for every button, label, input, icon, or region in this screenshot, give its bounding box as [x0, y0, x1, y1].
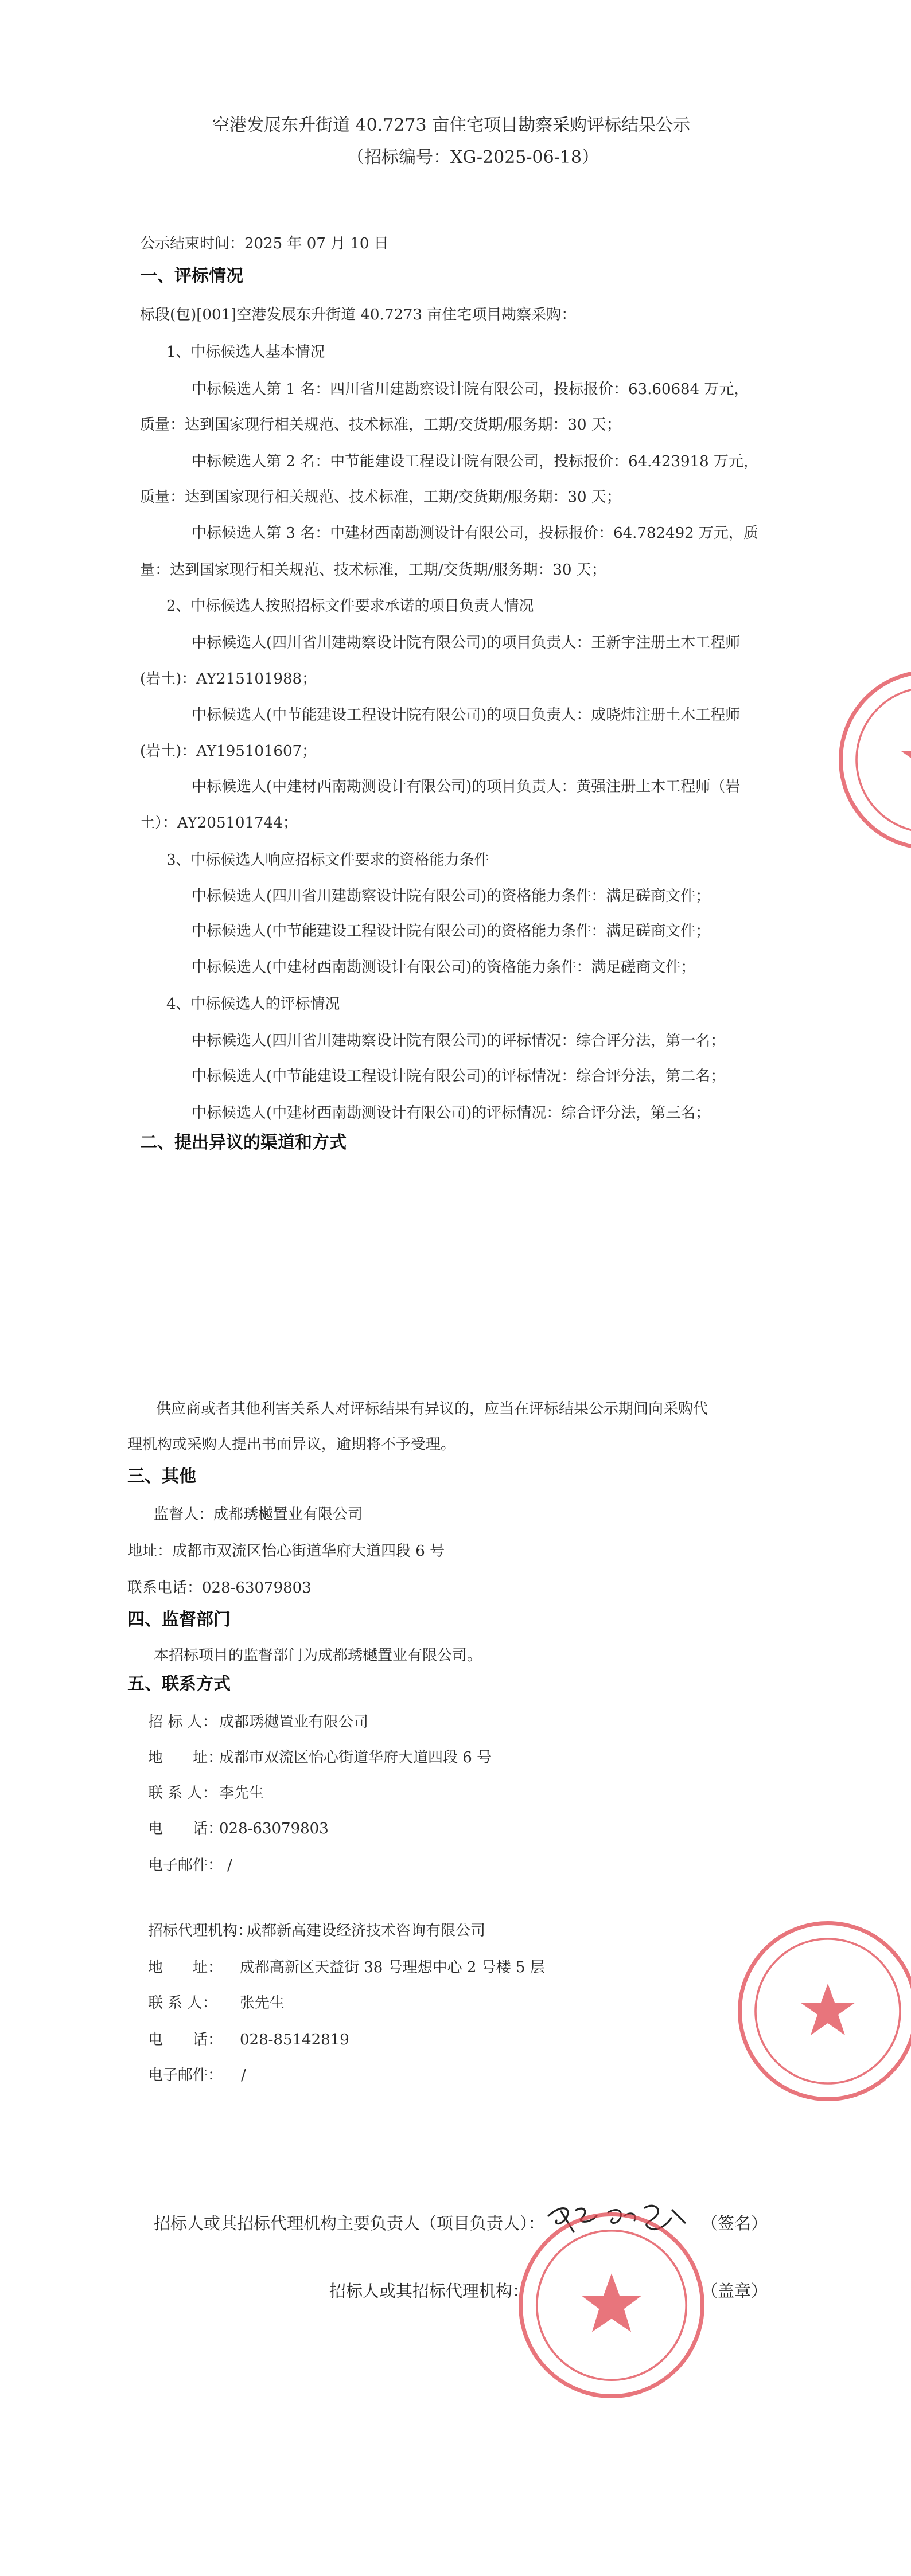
section-heading-other: 三、其他: [127, 1466, 196, 1486]
official-seal-icon: [738, 1921, 911, 2101]
supervision-text: 本招标项目的监督部门为成都琇樾置业有限公司。: [154, 1647, 482, 1664]
buyer-address-label: 地 址：: [148, 1749, 223, 1766]
stamp-line-suffix: （盖章）: [701, 2281, 768, 2301]
buyer-email-label: 电子邮件：: [148, 1857, 223, 1874]
agent-email-label: 电子邮件：: [148, 2067, 223, 2084]
agent-name: 成都新高建设经济技术咨询有限公司: [247, 1922, 486, 1939]
section-heading-objection: 二、提出异议的渠道和方式: [140, 1133, 347, 1153]
buyer-contact-label: 联 系 人：: [148, 1785, 217, 1802]
manager-3-line1: 中标候选人(中建材西南勘测设计有限公司)的项目负责人：黄强注册土木工程师（岩: [192, 778, 741, 795]
manager-1-line2: (岩土)：AY215101988；: [140, 670, 317, 688]
subsection-title-basic: 1、中标候选人基本情况: [166, 344, 325, 361]
document-title: 空港发展东升街道 40.7273 亩住宅项目勘察采购评标结果公示: [212, 115, 691, 135]
candidate-2-line1: 中标候选人第 2 名：中节能建设工程设计院有限公司，投标报价：64.423918 万元，: [192, 453, 758, 470]
subsection-title-managers: 2、中标候选人按照招标文件要求承诺的项目负责人情况: [166, 598, 534, 615]
manager-2-line1: 中标候选人(中节能建设工程设计院有限公司)的项目负责人：成晓炜注册土木工程师: [192, 707, 741, 724]
signature-line-suffix: （签名）: [701, 2214, 768, 2233]
agent-address-label: 地 址：: [148, 1959, 223, 1976]
evaluation-1: 中标候选人(四川省川建勘察设计院有限公司)的评标情况：综合评分法，第一名；: [192, 1032, 726, 1049]
buyer-name: 成都琇樾置业有限公司: [219, 1714, 369, 1731]
signature-line-prefix: 招标人或其招标代理机构主要负责人（项目负责人）：: [154, 2214, 545, 2233]
qualification-2: 中标候选人(中节能建设工程设计院有限公司)的资格能力条件：满足磋商文件；: [192, 923, 711, 940]
candidate-1-line1: 中标候选人第 1 名：四川省川建勘察设计院有限公司，投标报价：63.60684 万元，: [192, 381, 749, 398]
manager-1-line1: 中标候选人(四川省川建勘察设计院有限公司)的项目负责人：王新宇注册土木工程师: [192, 634, 741, 651]
agent-email: /: [241, 2067, 246, 2084]
candidate-3-line1: 中标候选人第 3 名：中建材西南勘测设计有限公司，投标报价：64.782492 万元，质: [192, 525, 758, 542]
buyer-name-label: 招 标 人：: [148, 1714, 217, 1731]
official-seal-icon: [519, 2212, 704, 2398]
agent-phone: 028-85142819: [240, 2031, 349, 2048]
agent-address: 成都高新区天益街 38 号理想中心 2 号楼 5 层: [240, 1959, 545, 1976]
manager-3-line2: 土）：AY205101744；: [140, 814, 298, 832]
subsection-title-evaluation: 4、中标候选人的评标情况: [166, 996, 340, 1013]
buyer-email: /: [227, 1857, 232, 1874]
buyer-phone: 028-63079803: [219, 1820, 329, 1837]
buyer-address: 成都市双流区怡心街道华府大道四段 6 号: [219, 1749, 492, 1766]
section-heading-supervision: 四、监督部门: [127, 1610, 231, 1630]
stamp-line-prefix: 招标人或其招标代理机构：: [329, 2281, 530, 2301]
qualification-1: 中标候选人(四川省川建勘察设计院有限公司)的资格能力条件：满足磋商文件；: [192, 888, 711, 905]
supervisor-address: 地址：成都市双流区怡心街道华府大道四段 6 号: [127, 1543, 445, 1560]
section-heading-contact: 五、联系方式: [127, 1674, 231, 1694]
tender-code: （招标编号：XG-2025-06-18）: [347, 147, 599, 167]
objection-text-line1: 供应商或者其他利害关系人对评标结果有异议的，应当在评标结果公示期间向采购代: [156, 1400, 708, 1418]
supervisor: 监督人：成都琇樾置业有限公司: [154, 1506, 363, 1523]
candidate-1-line2: 质量：达到国家现行相关规范、技术标准，工期/交货期/服务期：30 天；: [140, 416, 621, 434]
buyer-phone-label: 电 话：: [148, 1820, 223, 1837]
objection-text-line2: 理机构或采购人提出书面异议，逾期将不予受理。: [127, 1436, 456, 1453]
evaluation-3: 中标候选人(中建材西南勘测设计有限公司)的评标情况：综合评分法，第三名；: [192, 1104, 711, 1122]
official-seal-icon: [839, 670, 911, 850]
evaluation-2: 中标候选人(中节能建设工程设计院有限公司)的评标情况：综合评分法，第二名；: [192, 1068, 726, 1085]
agent-name-label: 招标代理机构：: [148, 1922, 253, 1939]
publish-end-time: 公示结束时间：2025 年 07 月 10 日: [140, 235, 389, 252]
agent-phone-label: 电 话：: [148, 2031, 223, 2048]
buyer-contact: 李先生: [219, 1785, 264, 1802]
section-heading-evaluation: 一、评标情况: [140, 266, 243, 286]
candidate-3-line2: 量：达到国家现行相关规范、技术标准，工期/交货期/服务期：30 天；: [140, 561, 606, 579]
supervisor-phone: 联系电话：028-63079803: [127, 1579, 312, 1597]
qualification-3: 中标候选人(中建材西南勘测设计有限公司)的资格能力条件：满足磋商文件；: [192, 959, 696, 976]
manager-2-line2: (岩土)：AY195101607；: [140, 743, 317, 760]
lot-intro: 标段(包)[001]空港发展东升街道 40.7273 亩住宅项目勘察采购：: [140, 306, 577, 323]
agent-contact-label: 联 系 人：: [148, 1995, 217, 2012]
agent-contact: 张先生: [240, 1995, 285, 2012]
candidate-2-line2: 质量：达到国家现行相关规范、技术标准，工期/交货期/服务期：30 天；: [140, 489, 621, 506]
subsection-title-qualification: 3、中标候选人响应招标文件要求的资格能力条件: [166, 852, 489, 869]
